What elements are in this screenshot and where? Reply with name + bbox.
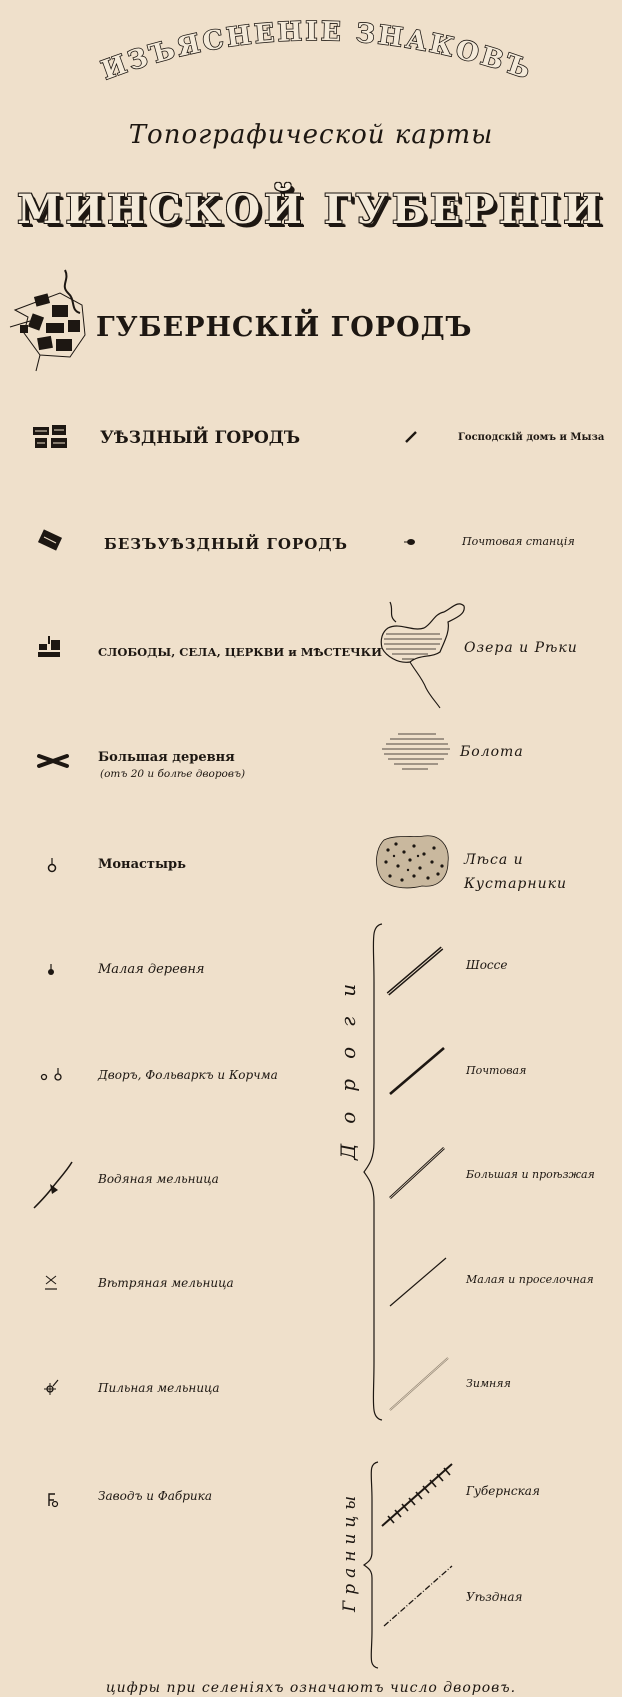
large-village-symbol [36,753,70,769]
country-road-label: Малая и проселочная [466,1273,594,1286]
manor-symbol [404,430,418,444]
map-subtitle: Топографической карты [128,120,494,150]
forest-label-line1: Лѣса и [464,852,524,868]
gubernia-border-symbol [380,1460,454,1530]
footer-note: цифры при селеніяхъ означаютъ число дворовъ. [105,1680,517,1696]
sloboda-symbol [36,636,64,662]
main-road-label: Большая и проѣзжая [466,1168,595,1181]
post-station-symbol [404,537,418,547]
small-village-label: Малая деревня [98,962,205,977]
large-village-note: (отъ 20 и болѣе дворовъ) [100,768,246,780]
post-station-label: Почтовая станція [462,535,575,548]
monastery-label: Монастырь [98,857,186,872]
gubernia-border-label: Губернская [466,1484,540,1498]
main-road-symbol [388,1146,446,1200]
uezd-border-label: Уѣздная [466,1590,523,1604]
farmstead-label: Дворъ, Фольваркъ и Корчма [98,1068,278,1082]
water-mill-label: Водяная мельница [98,1172,219,1186]
winter-road-symbol [388,1356,450,1412]
bezuezdny-city-symbol [38,527,64,553]
monastery-symbol [46,857,58,873]
legend-title: ИЗЪЯСНЕНІЕ ЗНАКОВЪ [97,16,537,87]
sloboda-label: СЛОБОДЫ, СЕЛА, ЦЕРКВИ и МѢСТЕЧКИ [98,645,382,659]
winter-road-label: Зимняя [466,1377,511,1390]
factory-symbol [46,1490,60,1508]
svg-text:ИЗЪЯСНЕНІЕ ЗНАКОВЪ [98,17,537,86]
small-village-symbol [46,961,58,977]
windmill-label: Вѣтряная мельница [98,1276,234,1290]
manor-label: Господскій домъ и Мыза [458,432,605,443]
uezdny-city-symbol [33,425,69,451]
borders-group-label: Границы [340,1489,360,1612]
title-arc [0,0,622,110]
country-road-symbol [388,1256,448,1308]
windmill-symbol [44,1272,58,1292]
gubernsky-city-label: ГУБЕРНСКІЙ ГОРОДЪ [96,312,473,343]
lakes-rivers-symbol [378,592,470,710]
factory-label: Заводъ и Фабрика [98,1489,212,1503]
post-road-label: Почтовая [466,1064,527,1077]
lakes-rivers-label: Озера и Рѣки [464,640,578,656]
roads-group-label: Дороги [336,963,360,1160]
farmstead-symbol [40,1066,66,1082]
highway-label: Шоссе [466,958,508,972]
uezd-border-symbol [382,1564,454,1628]
swamp-label: Болота [460,744,524,760]
sawmill-symbol [44,1378,60,1396]
bezuezdny-city-label: БЕЗЪУѢЗДНЫЙ ГОРОДЪ [104,535,348,553]
roads-bracket [362,922,386,1422]
borders-bracket [362,1460,382,1670]
forest-symbol [374,832,454,892]
map-title: МИНСКОЙ ГУБЕРНІИ [17,186,605,233]
post-road-symbol [388,1046,446,1096]
sawmill-label: Пильная мельница [98,1381,220,1395]
swamp-symbol [378,730,452,774]
uezdny-city-label: УѢЗДНЫЙ ГОРОДЪ [100,428,301,448]
gubernsky-city-symbol [10,265,95,375]
forest-label-line2: Кустарники [464,876,567,892]
water-mill-symbol [32,1160,74,1210]
highway-symbol [386,946,444,996]
large-village-label: Большая деревня [98,750,235,765]
